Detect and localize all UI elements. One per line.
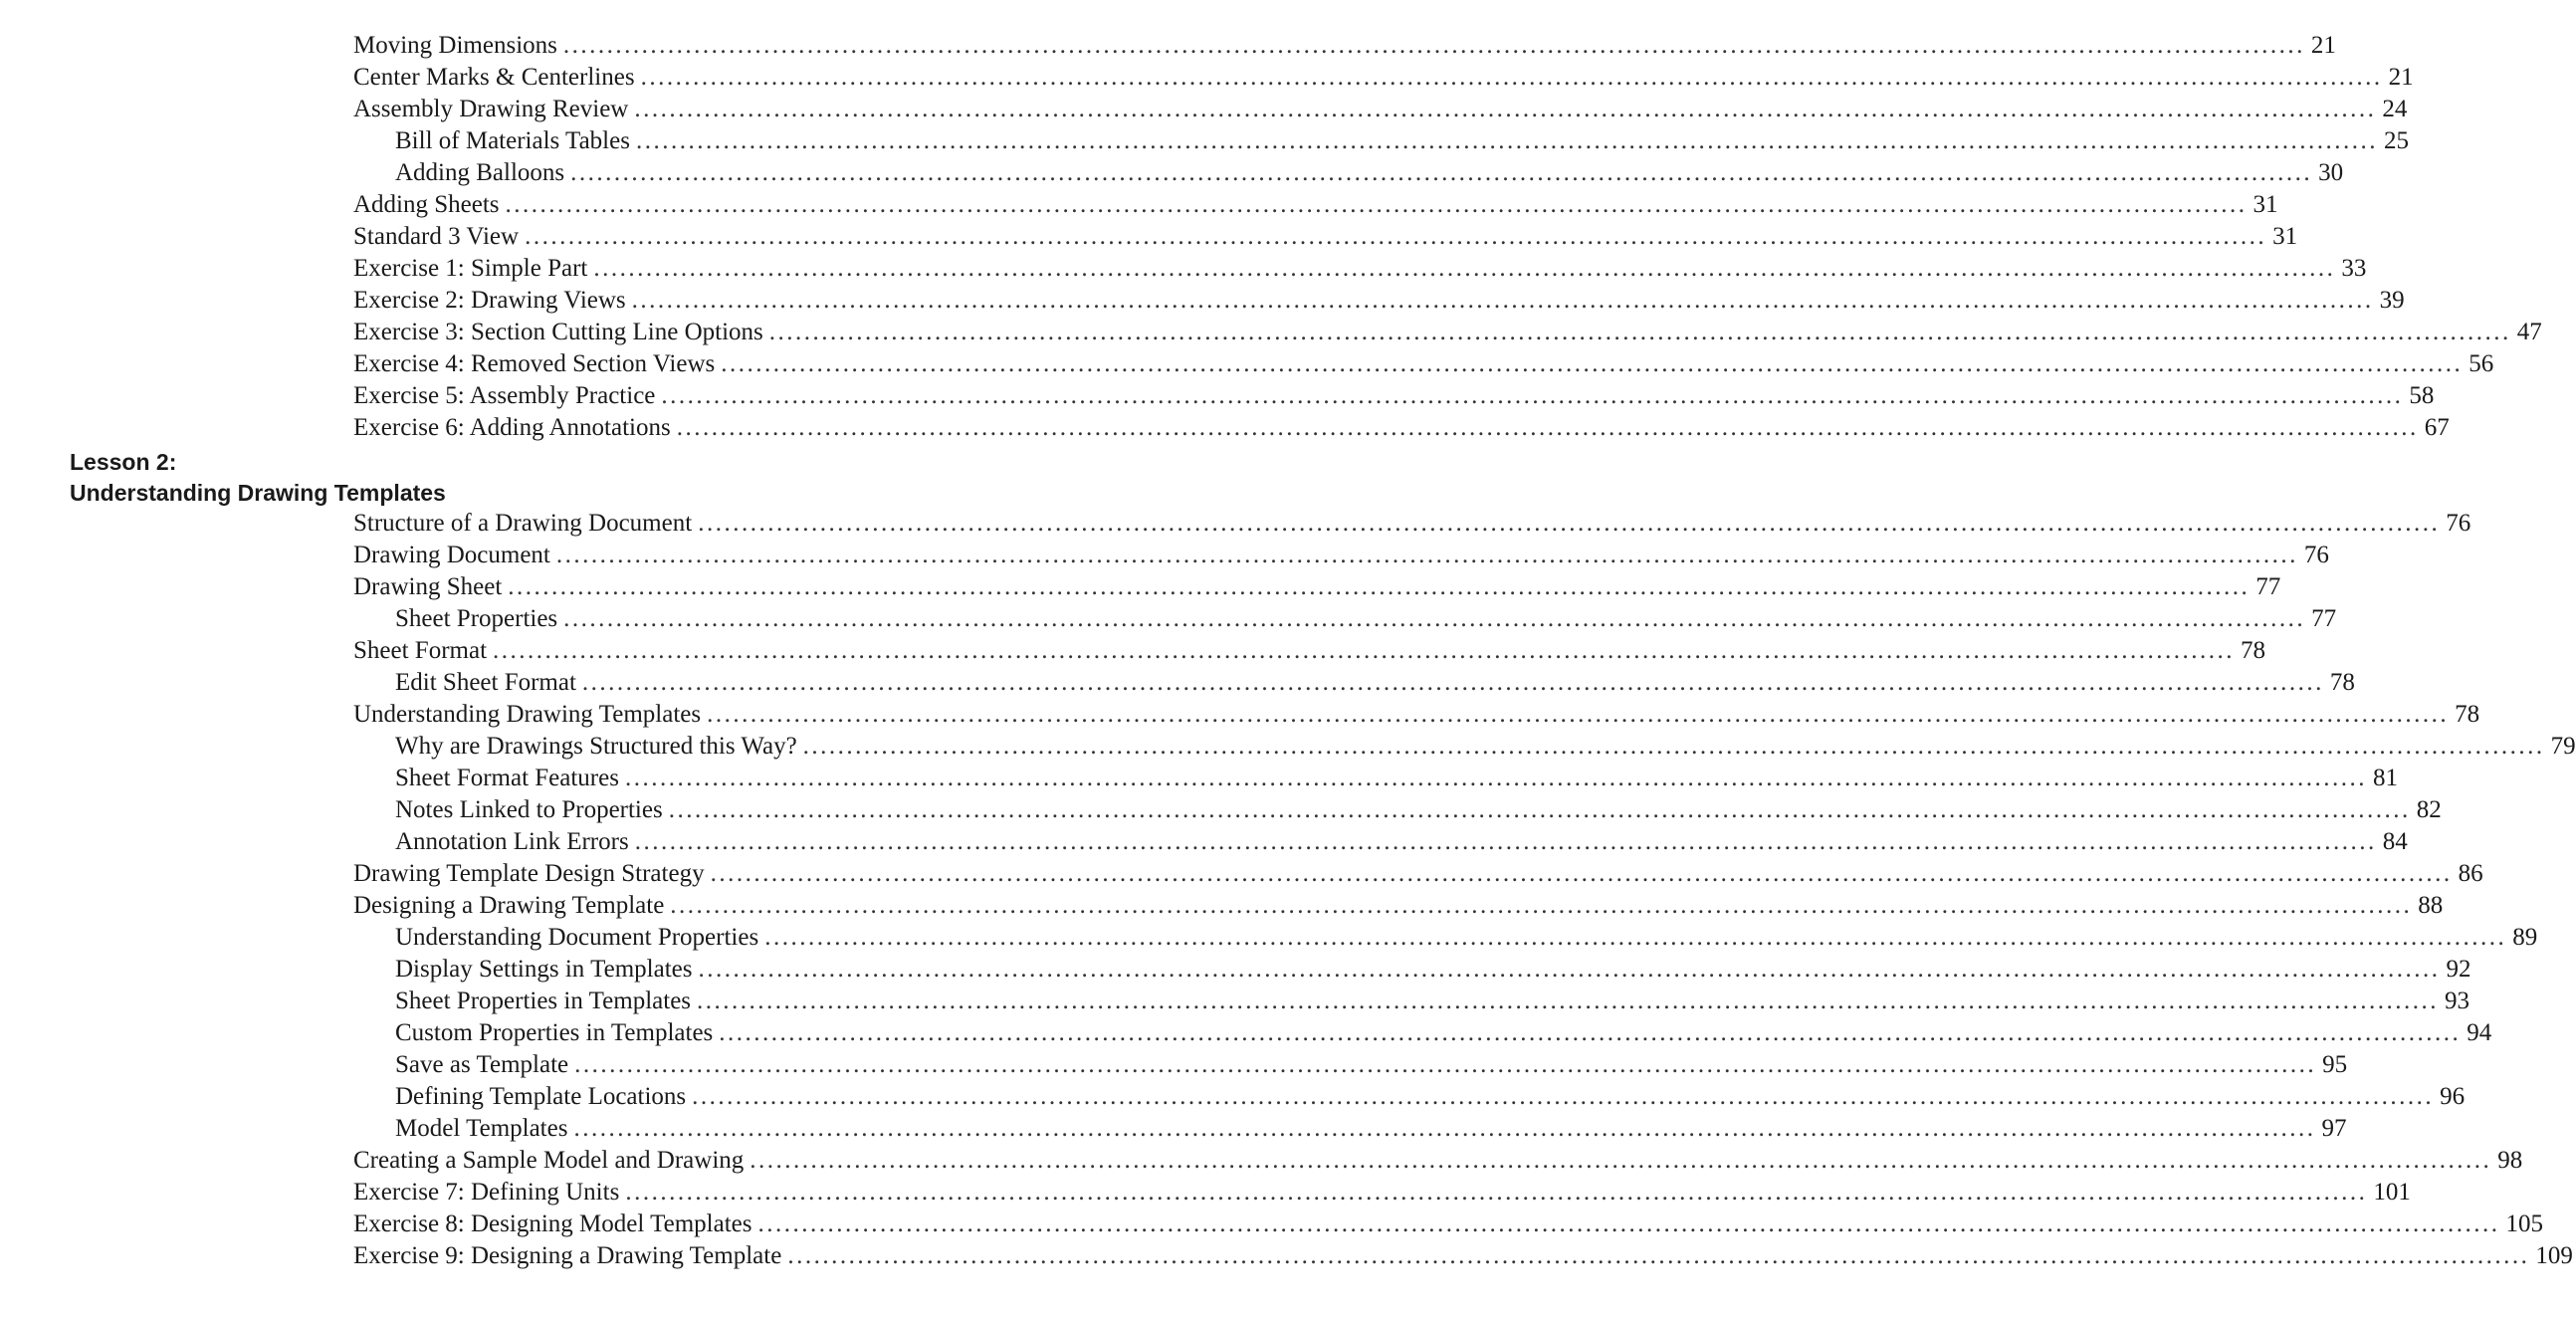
toc-entry-title: Edit Sheet Format [395,669,576,696]
dot-leader: ........................................................................................................................................................................................................ [768,319,2511,345]
toc-entry-page: 76 [2303,542,2329,568]
toc-entry[interactable] [353,221,2298,253]
toc-entry-title: Adding Balloons [395,159,565,186]
toc-entry-title: Custom Properties in Templates [395,1019,714,1046]
toc-entry[interactable] [353,763,2398,794]
dot-leader: ........................................................................................................................................................................................................ [631,287,2374,314]
toc-entry-title: Sheet Properties in Templates [395,988,692,1014]
toc-entry-page: 33 [2341,255,2367,282]
toc-entry-page: 78 [2329,669,2355,696]
dot-leader: ........................................................................................................................................................................................................ [640,64,2383,91]
dot-leader: ........................................................................................................................................................................................................ [570,159,2313,186]
toc-entry[interactable] [353,603,2337,635]
dot-leader: ........................................................................................................................................................................................................ [697,988,2440,1014]
toc-entry[interactable] [353,1113,2347,1145]
dot-leader: ........................................................................................................................................................................................................ [692,1083,2435,1110]
toc-entry-title: Sheet Properties [395,605,558,632]
toc-entry-title: Exercise 4: Removed Section Views [353,350,716,377]
dot-leader: ........................................................................................................................................................................................................ [802,733,2545,760]
toc-entry[interactable] [353,635,2266,667]
dot-leader: ........................................................................................................................................................................................................ [624,765,2367,791]
toc-entry[interactable] [353,540,2329,571]
toc-entry-page: 89 [2512,924,2538,951]
toc-entry-page: 78 [2241,637,2266,664]
toc-entry-title: Exercise 3: Section Cutting Line Options [353,319,763,345]
toc-entry[interactable] [353,794,2442,826]
toc-entry[interactable] [353,508,2471,540]
toc-entry-title: Sheet Format [353,637,488,664]
toc-entry[interactable] [353,412,2450,444]
toc-entry[interactable] [353,667,2355,699]
toc-entry-page: 47 [2516,319,2542,345]
dot-leader: ........................................................................................................................................................................................................ [525,223,2267,250]
toc-entry[interactable] [353,1177,2411,1208]
toc-entry-title: Understanding Drawing Templates [353,701,702,728]
toc-entry[interactable] [353,317,2542,348]
toc-entry-title: Display Settings in Templates [395,956,693,983]
toc-entry[interactable] [353,986,2470,1017]
toc-entry-page: 30 [2318,159,2344,186]
toc-entry-title: Creating a Sample Model and Drawing [353,1147,745,1174]
toc-entry-title: Assembly Drawing Review [353,96,629,122]
toc-entry-page: 96 [2440,1083,2466,1110]
toc-entry[interactable] [353,731,2576,763]
toc-entry-title: Exercise 8: Designing Model Templates [353,1210,752,1237]
toc-entry[interactable] [353,30,2336,62]
toc-entry-page: 67 [2424,414,2450,441]
toc-entry[interactable] [353,922,2538,954]
toc-entry-page: 56 [2469,350,2494,377]
dot-leader: ........................................................................................................................................................................................................ [563,605,2306,632]
toc-entry-page: 21 [2310,32,2336,59]
toc-entry-title: Annotation Link Errors [395,828,629,855]
toc-entry[interactable] [353,890,2444,922]
toc-entry[interactable] [353,380,2435,412]
dot-leader: ........................................................................................................................................................................................................ [555,542,2298,568]
toc-entry-page: 95 [2322,1051,2348,1078]
toc-entry[interactable] [353,1240,2573,1272]
toc-entry-page: 97 [2321,1115,2347,1142]
toc-entry[interactable] [353,285,2405,317]
toc-entry[interactable] [353,954,2471,986]
toc-entry-page: 31 [2253,191,2278,218]
toc-entry-page: 21 [2388,64,2414,91]
toc-entry-title: Exercise 9: Designing a Drawing Template [353,1242,782,1269]
toc-entry-page: 105 [2505,1210,2543,1237]
toc-entry-title: Standard 3 View [353,223,520,250]
lesson-heading [70,447,446,509]
toc-entry-title: Exercise 5: Assembly Practice [353,382,656,409]
toc-entry-page: 86 [2458,860,2483,887]
toc-entry-title: Understanding Document Properties [395,924,759,951]
toc-entry-page: 82 [2416,796,2442,823]
dot-leader: ........................................................................................................................................................................................................ [562,32,2305,59]
lesson-label: Lesson 2: [70,449,177,475]
dot-leader: ........................................................................................................................................................................................................ [625,1179,2368,1206]
toc-entry-title: Exercise 6: Adding Annotations [353,414,671,441]
dot-leader: ........................................................................................................................................................................................................ [698,510,2441,537]
dot-leader: ........................................................................................................................................................................................................ [676,414,2419,441]
toc-entry[interactable] [353,826,2408,858]
toc-entry-page: 58 [2409,382,2435,409]
toc-entry[interactable] [353,1081,2466,1113]
dot-leader: ........................................................................................................................................................................................................ [593,255,2336,282]
toc-entry-page: 101 [2373,1179,2411,1206]
toc-section-2 [353,508,2576,1272]
toc-entry[interactable] [353,253,2367,285]
dot-leader: ........................................................................................................................................................................................................ [634,828,2377,855]
toc-entry[interactable] [353,62,2414,94]
toc-entry-title: Center Marks & Centerlines [353,64,635,91]
toc-entry-title: Structure of a Drawing Document [353,510,693,537]
toc-entry-title: Model Templates [395,1115,568,1142]
toc-entry[interactable] [353,189,2278,221]
dot-leader: ........................................................................................................................................................................................................ [508,573,2251,600]
dot-leader: ........................................................................................................................................................................................................ [721,350,2464,377]
toc-entry[interactable] [353,1208,2543,1240]
dot-leader: ........................................................................................................................................................................................................ [574,1051,2317,1078]
toc-entry-page: 109 [2535,1242,2573,1269]
toc-entry-page: 93 [2445,988,2470,1014]
dot-leader: ........................................................................................................................................................................................................ [750,1147,2492,1174]
toc-entry[interactable] [353,157,2344,189]
toc-entry-title: Drawing Sheet [353,573,503,600]
toc-entry-title: Drawing Template Design Strategy [353,860,705,887]
dot-leader: ........................................................................................................................................................................................................ [707,701,2450,728]
toc-section-1 [353,30,2542,444]
toc-entry-title: Exercise 2: Drawing Views [353,287,626,314]
toc-entry-page: 77 [2311,605,2337,632]
toc-entry-page: 94 [2467,1019,2492,1046]
toc-entry[interactable] [353,1017,2492,1049]
dot-leader: ........................................................................................................................................................................................................ [757,1210,2500,1237]
toc-entry[interactable] [353,1049,2348,1081]
toc-entry-page: 79 [2550,733,2576,760]
toc-entry-title: Designing a Drawing Template [353,892,665,919]
dot-leader: ........................................................................................................................................................................................................ [787,1242,2530,1269]
toc-entry[interactable] [353,348,2494,380]
dot-leader: ........................................................................................................................................................................................................ [764,924,2507,951]
dot-leader: ........................................................................................................................................................................................................ [668,796,2411,823]
toc-entry-title: Sheet Format Features [395,765,619,791]
toc-entry[interactable] [353,699,2480,731]
toc-entry-title: Defining Template Locations [395,1083,687,1110]
dot-leader: ........................................................................................................................................................................................................ [634,96,2377,122]
toc-entry-page: 88 [2418,892,2444,919]
dot-leader: ........................................................................................................................................................................................................ [661,382,2404,409]
dot-leader: ........................................................................................................................................................................................................ [493,637,2236,664]
toc-entry-page: 81 [2372,765,2398,791]
toc-entry[interactable] [353,94,2408,125]
toc-entry-title: Adding Sheets [353,191,500,218]
dot-leader: ........................................................................................................................................................................................................ [670,892,2413,919]
dot-leader: ........................................................................................................................................................................................................ [573,1115,2316,1142]
toc-entry-title: Save as Template [395,1051,569,1078]
lesson-title: Understanding Drawing Templates [70,480,446,506]
toc-entry-title: Notes Linked to Properties [395,796,663,823]
toc-entry[interactable] [353,125,2409,157]
dot-leader: ........................................................................................................................................................................................................ [635,127,2378,154]
toc-entry-page: 77 [2255,573,2281,600]
toc-entry-title: Exercise 1: Simple Part [353,255,588,282]
dot-leader: ........................................................................................................................................................................................................ [698,956,2441,983]
toc-entry-page: 31 [2272,223,2298,250]
dot-leader: ........................................................................................................................................................................................................ [581,669,2324,696]
toc-entry-title: Exercise 7: Defining Units [353,1179,620,1206]
dot-leader: ........................................................................................................................................................................................................ [710,860,2453,887]
toc-entry-page: 92 [2446,956,2471,983]
toc-entry-title: Why are Drawings Structured this Way? [395,733,797,760]
toc-entry-page: 39 [2379,287,2405,314]
toc-entry-title: Drawing Document [353,542,550,568]
toc-entry-title: Moving Dimensions [353,32,557,59]
toc-entry-title: Bill of Materials Tables [395,127,630,154]
toc-entry[interactable] [353,858,2483,890]
toc-entry-page: 84 [2382,828,2408,855]
dot-leader: ........................................................................................................................................................................................................ [505,191,2248,218]
toc-entry-page: 98 [2497,1147,2523,1174]
toc-entry-page: 24 [2382,96,2408,122]
toc-entry-page: 78 [2455,701,2480,728]
toc-entry-page: 76 [2446,510,2471,537]
dot-leader: ........................................................................................................................................................................................................ [719,1019,2462,1046]
toc-entry-page: 25 [2383,127,2409,154]
toc-entry[interactable] [353,571,2281,603]
toc-entry[interactable] [353,1145,2523,1177]
